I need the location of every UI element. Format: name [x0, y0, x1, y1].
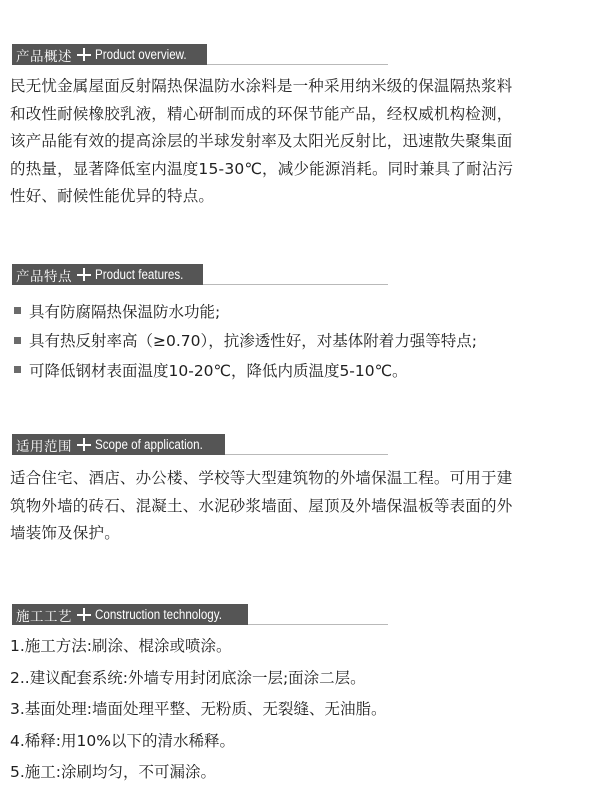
list-item: 4.稀释:用10%以下的清水稀释。: [10, 731, 235, 750]
section-header-overview: [12, 44, 388, 65]
list-item: 1.施工方法:刷涂、棍涂或喷涂。: [10, 637, 232, 655]
section-features: [12, 264, 592, 385]
section-header-scope: [12, 434, 388, 455]
section-tag: [12, 604, 248, 625]
list-item: [12, 296, 592, 326]
section-title-zh: 产品概述: [16, 48, 72, 65]
section-scope: [12, 434, 592, 548]
list-item: [12, 326, 592, 356]
section-tag: [12, 264, 203, 285]
list-item: 3.基面处理:墙面处理平整、无粉质、无裂缝、无油脂。: [10, 700, 387, 718]
square-bullet-icon: [14, 337, 21, 344]
paragraph-line: 该产品能有效的提高涂层的半球发射率及太阳光反射比，迅速散失聚集面: [10, 132, 513, 150]
section-title-zh: 产品特点: [16, 268, 72, 285]
section-tag: [12, 434, 225, 455]
list-item-text: 可降低钢材表面温度10-20℃，降低内质温度5-10℃。: [29, 361, 408, 380]
section-title-en: Product features.: [95, 267, 184, 282]
paragraph-line: 和改性耐候橡胶乳液，精心研制而成的环保节能产品，经权威机构检测，: [10, 104, 513, 123]
section-title-en: Product overview.: [95, 47, 187, 62]
section-overview: [12, 44, 592, 211]
section-title-zh: 适用范围: [16, 438, 72, 455]
construction-steps: [10, 631, 592, 789]
square-bullet-icon: [14, 366, 21, 373]
features-list: [12, 296, 592, 385]
cross-icon: [76, 604, 92, 625]
paragraph-line: 性好、耐候性能优异的特点。: [10, 187, 215, 205]
cross-icon: [76, 44, 92, 65]
paragraph-line: 筑物外墙的砖石、混凝土、水泥砂浆墙面、屋顶及外墙保温板等表面的外: [10, 496, 513, 515]
section-title-zh: 施工工艺: [16, 608, 72, 625]
paragraph-line: 适合住宅、酒店、办公楼、学校等大型建筑物的外墙保温工程。可用于建: [10, 469, 513, 487]
paragraph-line: 的热量，显著降低室内温度15-30℃，减少能源消耗。同时兼具了耐沾污: [10, 159, 514, 178]
list-item: [12, 355, 592, 385]
list-item: 5.施工:涂刷均匀，不可漏涂。: [10, 763, 217, 781]
overview-paragraph: [10, 73, 592, 211]
section-header-features: [12, 264, 388, 285]
paragraph-line: 民无忧金属屋面反射隔热保温防水涂料是一种采用纳米级的保温隔热浆料: [10, 77, 513, 95]
section-construction: [12, 604, 592, 789]
paragraph-line: 墙装饰及保护。: [10, 524, 120, 542]
section-tag: [12, 44, 207, 65]
list-item: 2..建议配套系统:外墙专用封闭底涂一层;面涂二层。: [10, 668, 366, 687]
scope-paragraph: [10, 465, 592, 548]
section-title-en: Scope of application.: [95, 437, 203, 452]
list-item-text: 具有防腐隔热保温防水功能;: [29, 302, 221, 321]
square-bullet-icon: [14, 307, 21, 314]
cross-icon: [76, 264, 92, 285]
cross-icon: [76, 434, 92, 455]
section-title-en: Construction technology.: [95, 607, 222, 622]
section-header-construction: [12, 604, 388, 625]
list-item-text: 具有热反射率高（≥0.70），抗渗透性好，对基体附着力强等特点;: [29, 332, 477, 351]
